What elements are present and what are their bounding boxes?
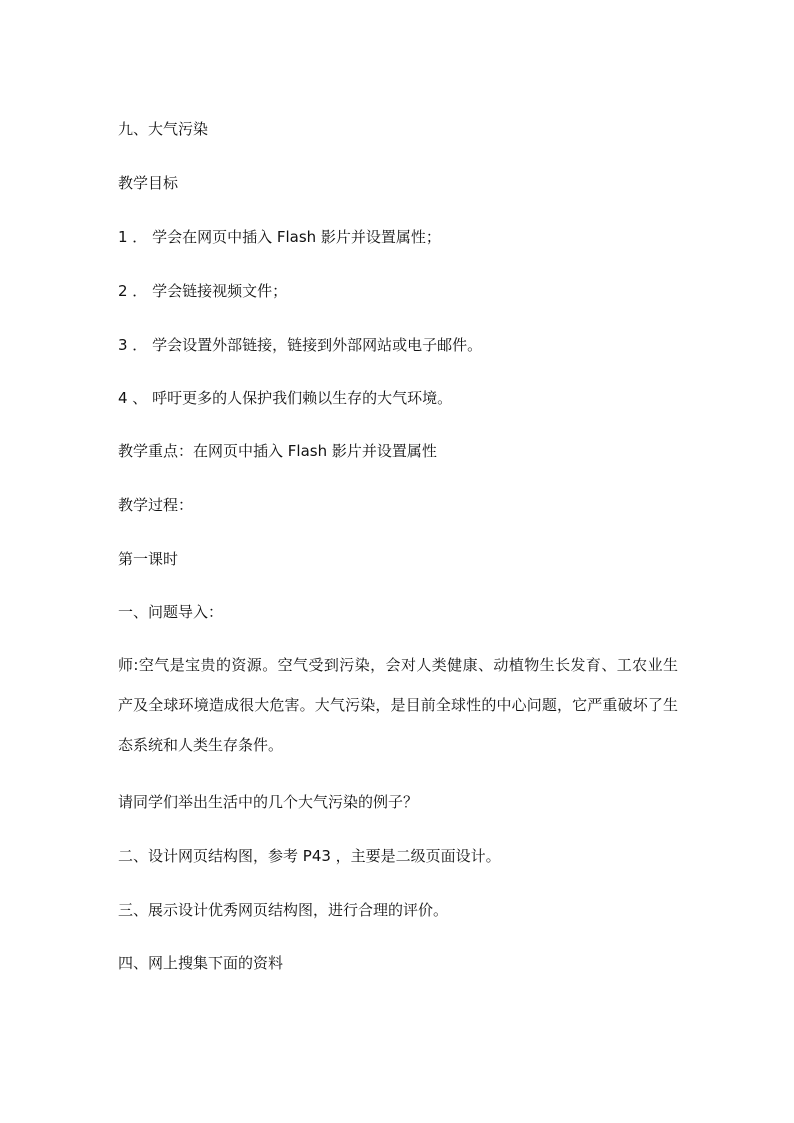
objective-item-2: 2 ． 学会链接视频文件； bbox=[118, 282, 288, 300]
section-2-line: 二、设计网页结构图，参考 P43 ，主要是二级页面设计。 bbox=[118, 847, 501, 865]
objectives-heading: 教学目标 bbox=[118, 174, 179, 192]
question-line: 请同学们举出生活中的几个大气污染的例子？ bbox=[118, 793, 419, 811]
lesson-heading: 第一课时 bbox=[118, 550, 179, 568]
section-1-heading: 一、问题导入： bbox=[118, 603, 224, 621]
process-heading: 教学过程： bbox=[118, 496, 194, 514]
objective-item-4: 4 、 呼吁更多的人保护我们赖以生存的大气环境。 bbox=[118, 389, 453, 407]
teacher-paragraph: 师:空气是宝贵的资源。空气受到污染，会对人类健康、动植物生长发育、工农业生产及全球环境造成很大危害。大气污染，是目前全球性的中心问题，它严重破坏了生态系统和人类生存条件。 bbox=[118, 656, 678, 754]
document-title: 九、大气污染 bbox=[118, 120, 209, 138]
objective-item-3: 3 ． 学会设置外部链接，链接到外部网站或电子邮件。 bbox=[118, 336, 483, 354]
section-4-line: 四、网上搜集下面的资料 bbox=[118, 954, 284, 972]
key-point: 教学重点：在网页中插入 Flash 影片并设置属性 bbox=[118, 442, 437, 460]
objective-item-1: 1 ． 学会在网页中插入 Flash 影片并设置属性； bbox=[118, 228, 441, 246]
section-3-line: 三、展示设计优秀网页结构图，进行合理的评价。 bbox=[118, 901, 449, 919]
